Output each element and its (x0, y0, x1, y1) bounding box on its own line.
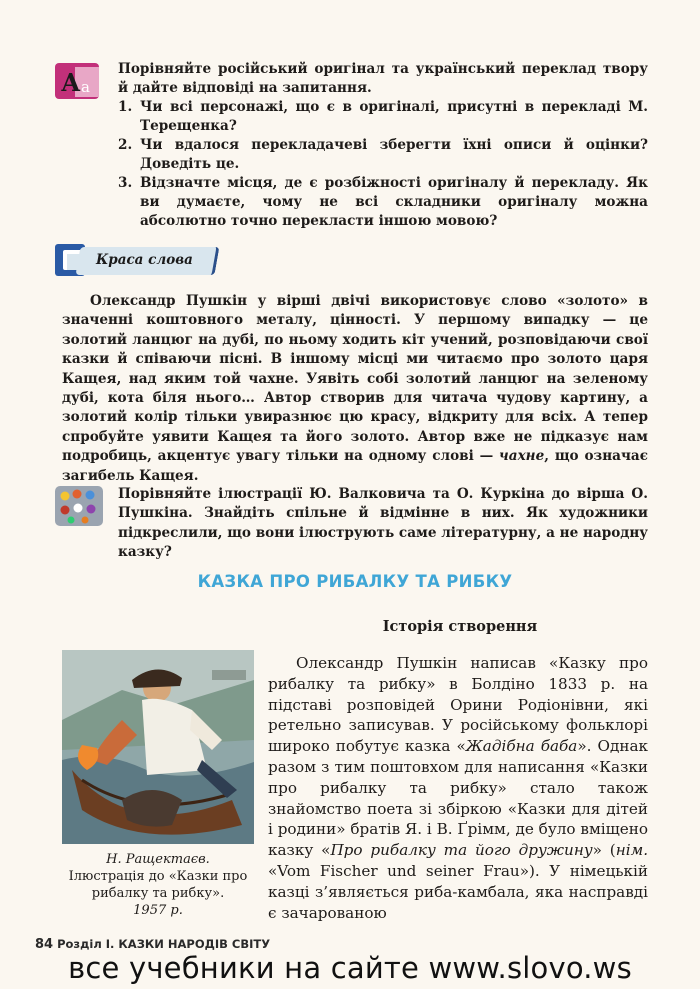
illustration-compare-task: Порівняйте ілюстрації Ю. Валковича та О. Куркіна до вірша О. Пушкіна. Знайдіть спільне й відмінне в них. Як художники підкреслили, що вони ілюструють саме літературну, а не народну казку? (118, 486, 648, 561)
question-item: 2. Чи вдалося перекладачеві зберегти їхні описи й оцінки? Доведіть це. (118, 137, 648, 172)
footer-section: Розділ I. КАЗКИ НАРОДІВ СВІТУ (57, 937, 271, 951)
page-footer (35, 937, 270, 952)
caption-text: Ілюстрація до «Казки про рибалку та рибку». (68, 869, 248, 901)
palette-icon (53, 484, 105, 528)
translation-task (118, 60, 648, 231)
question-item: 1. Чи всі персонажі, що є в оригіналі, присутні в перекладі М. Терещенка? (118, 99, 648, 134)
caption-author: Н. Ращектаєв. (106, 852, 210, 867)
subsection-title: Історія створення (382, 618, 538, 635)
icon-big-letter: А (61, 68, 81, 97)
page-number: 84 (35, 937, 54, 952)
question-list (118, 98, 648, 231)
question-item: 3. Відзначте місця, де є розбіжності оригіналу й перекладу. Як ви думаєте, чому не всі складники оригіналу можна абсолютно точно перекласти іншою мовою? (118, 175, 648, 229)
section-title: КАЗКА ПРО РИБАЛКУ ТА РИБКУ (197, 572, 513, 591)
task-intro: Порівняйте російський оригінал та український переклад твору й дайте відповіді на запитання. (118, 61, 648, 96)
language-task-icon (53, 61, 103, 101)
creation-history-text: Олександр Пушкін написав «Казку про рибалку та рибку» в Болдіно 1833 р. на підставі розповідей Орини Родіонівни, які ретельно записував. У російському фольклорі широко побутує казка «Жадібна баба». Однак разом з тим поштовхом для написання «Казки про рибалку та рибку» стало також знайомство поета зі збіркою «Казки для дітей і родини» братів Я. і В. Ґрімм, де було вміщено казку «Про рибалку та його дружину» (нім. «Vom Fischer und seiner Frau»). У німецькій казці з’являється риба-камбала, яка насправді є зачарованою (268, 654, 649, 922)
caption-year: 1957 р. (133, 903, 183, 918)
icon-small-letter: а (81, 78, 90, 96)
word-beauty-label: Краса слова (78, 247, 218, 275)
fisherman-illustration (62, 650, 254, 844)
site-watermark: все учебники на сайте www.slovo.ws (68, 951, 632, 985)
illustration-caption (62, 851, 254, 919)
word-beauty-paragraph: Олександр Пушкін у вірші двічі використовує слово «золото» в значенні коштовного металу, цінності. У першому випадку — це золотий ланцюг на дубі, по ньому ходить кіт учений, розповідаючи свої казки й співаючи пісні. В іншому місці ми читаємо про золото царя Кащея, над яким той чахне. Уявіть собі золотий ланцюг на зеленому дубі, кота біля нього… Автор створив для читача чудову картину, а золотий колір тільки увиразнює цю красу, відкриту для всіх. А тепер спробуйте уявити Кащея та його золото. Автор вже не підказує нам подробиць, акцентує увагу тільки на одному слові — чахне, що означає загибель Кащея. (62, 293, 648, 484)
